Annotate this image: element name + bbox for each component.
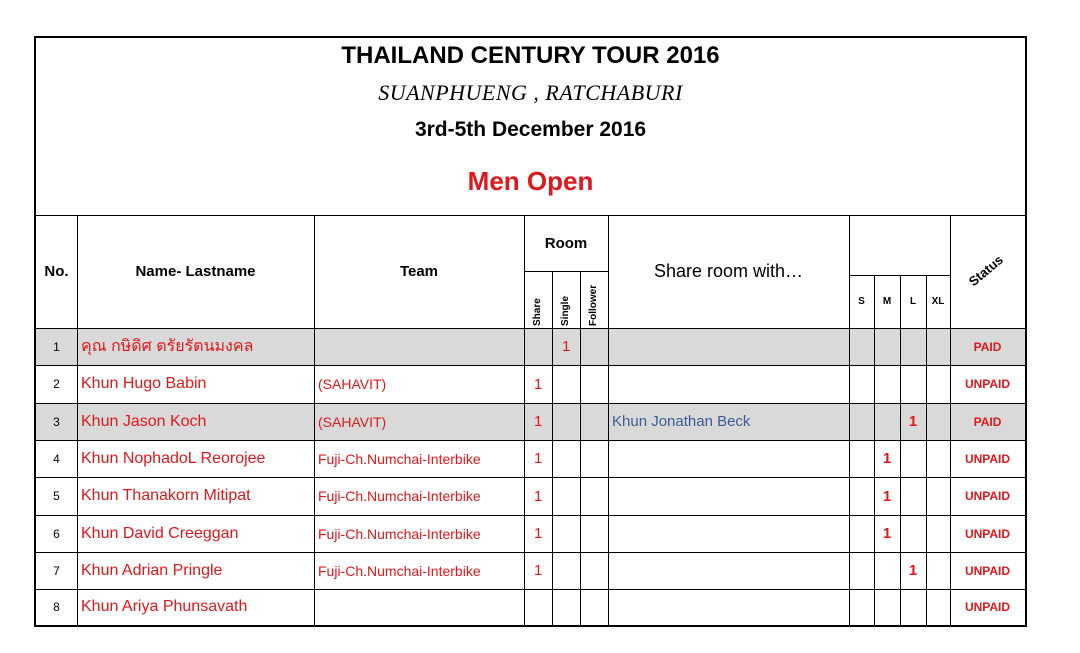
status-badge: UNPAID (964, 451, 1011, 466)
title-block (36, 38, 1025, 215)
header-size-l: L (909, 296, 917, 307)
status-badge: UNPAID (964, 377, 1011, 391)
category-title: Men Open (467, 166, 594, 196)
team-name: Fuji-Ch.Numchai-Interbike (318, 450, 481, 467)
size-l-mark: 1 (908, 413, 918, 430)
grid-line (524, 271, 608, 272)
room-share-mark: 1 (534, 375, 543, 393)
header-share-with: Share room with… (653, 261, 804, 281)
room-share-mark: 1 (534, 413, 543, 430)
room-share-mark: 1 (534, 525, 543, 542)
grid-line (36, 625, 1025, 626)
room-share-mark: 1 (534, 450, 543, 467)
row-number: 7 (53, 563, 60, 578)
status-badge: PAID (973, 414, 1002, 429)
player-name: Khun Jason Koch (81, 412, 207, 430)
team-name: Fuji-Ch.Numchai-Interbike (318, 562, 481, 579)
status-badge: UNPAID (964, 489, 1011, 503)
size-l-mark: 1 (908, 562, 918, 579)
size-m-mark: 1 (882, 525, 892, 542)
header-size-m: M (882, 296, 892, 307)
row-number: 2 (53, 377, 60, 391)
player-name: Khun David Creeggan (81, 524, 239, 542)
status-badge: PAID (973, 339, 1002, 354)
header-team: Team (399, 263, 439, 280)
player-name: Khun Ariya Phunsavath (81, 598, 248, 615)
grid-line (580, 271, 581, 625)
share-room-with: Khun Jonathan Beck (612, 413, 751, 430)
row-number: 1 (53, 339, 60, 354)
status-badge: UNPAID (964, 600, 1011, 614)
size-m-mark: 1 (882, 487, 892, 505)
player-name: Khun Adrian Pringle (81, 561, 223, 579)
roster-sheet (34, 36, 1027, 627)
room-share-mark: 1 (534, 487, 543, 505)
event-location: SUANPHUENG , RATCHABURI (378, 80, 683, 105)
row-number: 5 (53, 489, 60, 503)
player-name: Khun Hugo Babin (81, 375, 207, 392)
row-number: 4 (53, 451, 60, 466)
team-name: (SAHAVIT) (318, 413, 387, 430)
header-room: Room (544, 234, 588, 252)
event-dates: 3rd-5th December 2016 (414, 118, 647, 141)
status-badge: UNPAID (964, 563, 1011, 578)
grid-line (552, 271, 553, 625)
row-number: 3 (53, 414, 60, 429)
size-m-mark: 1 (882, 450, 892, 467)
header-size-s: S (858, 296, 865, 307)
team-name: Fuji-Ch.Numchai-Interbike (318, 488, 481, 504)
header-room-single: Single (560, 295, 571, 326)
header-status: Status (965, 251, 1006, 290)
header-room-follower: Follower (588, 284, 599, 326)
header-room-share: Share (532, 298, 543, 326)
header-no: No. (44, 263, 69, 280)
team-name: Fuji-Ch.Numchai-Interbike (318, 525, 481, 542)
team-name: (SAHAVIT) (318, 376, 387, 392)
status-badge: UNPAID (964, 526, 1011, 541)
header-size-xl: XL (931, 296, 945, 307)
event-title: THAILAND CENTURY TOUR 2016 (341, 42, 720, 69)
header-name: Name- Lastname (135, 263, 256, 280)
player-name: Khun NophadoL Reorojee (81, 449, 266, 467)
room-single-mark: 1 (562, 338, 571, 355)
room-share-mark: 1 (534, 562, 543, 579)
row-number: 6 (53, 526, 60, 541)
player-name: Khun Thanakorn Mitipat (81, 487, 251, 504)
row-number: 8 (53, 600, 60, 614)
roster-table (36, 215, 1025, 625)
player-name: คุณ กษิดิศ ตรัยรัตนมงคล (81, 338, 254, 355)
